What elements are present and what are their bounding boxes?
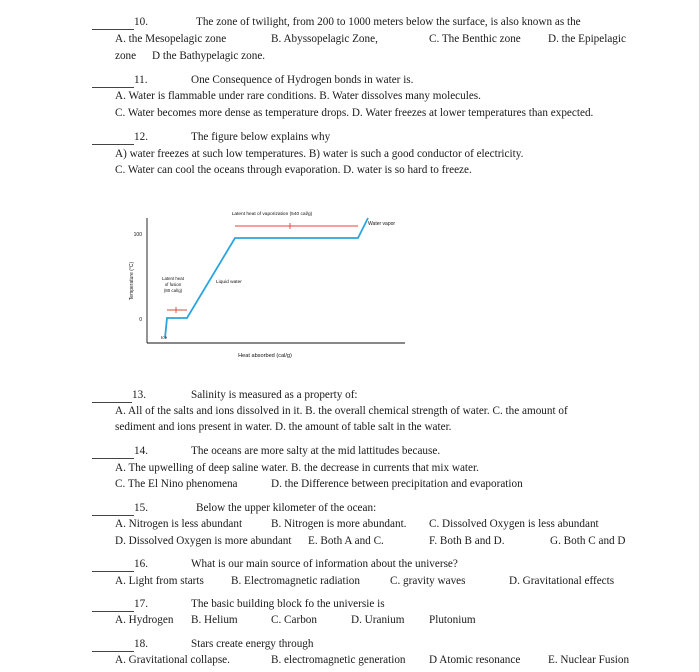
q17-prompt: The basic building block fo the universie is [191,598,385,610]
answer-blank-q14[interactable] [92,458,134,459]
q14-options-line1: A. The upwelling of deep saline water. B. the decrease in currents that mix water. [115,462,479,474]
heating-curve-chart [125,203,425,368]
answer-blank-q18[interactable] [92,651,134,652]
q12-options-line1: A) water freezes at such low temperatures. B) water is such a good conductor of electricity. [115,148,524,160]
q15-number: 15. [134,502,148,514]
answer-blank-q11[interactable] [92,87,134,88]
x-axis-label: Heat absorbed (cal/g) [238,353,292,359]
q10-option-d2: D the Bathypelagic zone. [152,50,266,62]
q18-prompt: Stars create energy through [191,638,314,650]
liquid-water-label: Liquid water [216,280,242,285]
q13-number: 13. [132,389,146,401]
q18-number: 18. [134,638,148,650]
q16-number: 16. [134,558,148,570]
q14-prompt: The oceans are more salty at the mid lattitudes because. [191,445,441,457]
latent-vaporization-label: Latent heat of vaporization (540 cal/g) [231,212,313,217]
q16-option-a: A. Light from starts [115,575,204,587]
q11-number: 11. [134,74,148,86]
answer-blank-q12[interactable] [92,144,134,145]
q17-option-d: D. Uranium [351,614,405,626]
q15-prompt: Below the upper kilometer of the ocean: [196,502,377,514]
q16-prompt: What is our main source of information about the universe? [191,558,458,570]
q10-option-b: B. Abyssopelagic Zone, [271,33,378,45]
fusion-label-line3: (80 cal/g) [163,288,183,293]
answer-blank-q13[interactable] [92,402,132,403]
q16-option-b: B. Electromagnetic radiation [231,575,360,587]
q16-option-c: C. gravity waves [390,575,466,587]
q13-prompt: Salinity is measured as a property of: [191,389,358,401]
q14-option-c: C. The El Nino phenomena [115,478,238,490]
q15-option-c: C. Dissolved Oxygen is less abundant [429,518,599,530]
q15-option-f: F. Both B and D. [429,535,505,547]
q11-options-line2: C. Water becomes more dense as temperature drops. D. Water freezes at lower temperatures than expected. [115,107,594,119]
q15-option-g: G. Both C and D [550,535,626,547]
q11-prompt: One Consequence of Hydrogen bonds in water is. [191,74,414,86]
q14-number: 14. [134,445,148,457]
q13-options-line1: A. All of the salts and ions dissolved in it. B. the overall chemical strength of water. C. the amount of [115,405,568,417]
y-tick-0: 0 [139,317,142,323]
q15-option-b: B. Nitrogen is more abundant. [271,518,407,530]
q16-option-d: D. Gravitational effects [509,575,615,587]
q14-option-d: D. the Difference between precipitation and evaporation [271,478,523,490]
ice-label: Ice [161,335,168,340]
q10-option-d: D. the Epipelagic [548,33,626,45]
q10-prompt: The zone of twilight, from 200 to 1000 meters below the surface, is also known as the [196,16,581,28]
fusion-label-line1: Latent heat [162,276,184,281]
fusion-bracket [167,307,187,313]
q17-option-b: B. Helium [191,614,238,626]
q15-option-d: D. Dissolved Oxygen is more abundant [115,535,292,547]
answer-blank-q17[interactable] [92,611,134,612]
q18-option-b: B. electromagnetic generation [271,654,406,666]
q13-options-line2: sediment and ions present in water. D. the amount of table salt in the water. [115,421,452,433]
q10-option-a: A. the Mesopelagic zone [115,33,227,45]
q18-option-d: D Atomic resonance [429,654,521,666]
answer-blank-q15[interactable] [92,515,134,516]
y-axis-label: Temperature (°C) [129,261,135,301]
q17-option-a: A. Hydrogen [115,614,174,626]
q17-option-e: Plutonium [429,614,476,626]
q15-option-a: A. Nitrogen is less abundant [115,518,243,530]
fusion-label-line2: of fusion [164,282,182,287]
q17-option-c: C. Carbon [271,614,317,626]
q12-prompt: The figure below explains why [191,131,331,143]
q17-number: 17. [134,598,148,610]
vaporization-bracket [235,223,358,229]
heating-curve-line [165,218,368,338]
q11-options-line1: A. Water is flammable under rare conditions. B. Water dissolves many molecules. [115,90,481,102]
q18-option-e: E. Nuclear Fusion [548,654,630,666]
y-tick-100: 100 [133,232,142,238]
water-vapor-label: Water vapor [368,221,396,227]
q10-number: 10. [134,16,148,28]
q12-options-line2: C. Water can cool the oceans through evaporation. D. water is so hard to freeze. [115,164,472,176]
q18-option-a: A. Gravitational collapse. [115,654,230,666]
q10-option-c: C. The Benthic zone [429,33,521,45]
q10-option-d-cont: zone [115,50,137,62]
q12-number: 12. [134,131,148,143]
answer-blank-q10[interactable] [92,29,134,30]
q15-option-e: E. Both A and C. [308,535,384,547]
answer-blank-q16[interactable] [92,571,134,572]
